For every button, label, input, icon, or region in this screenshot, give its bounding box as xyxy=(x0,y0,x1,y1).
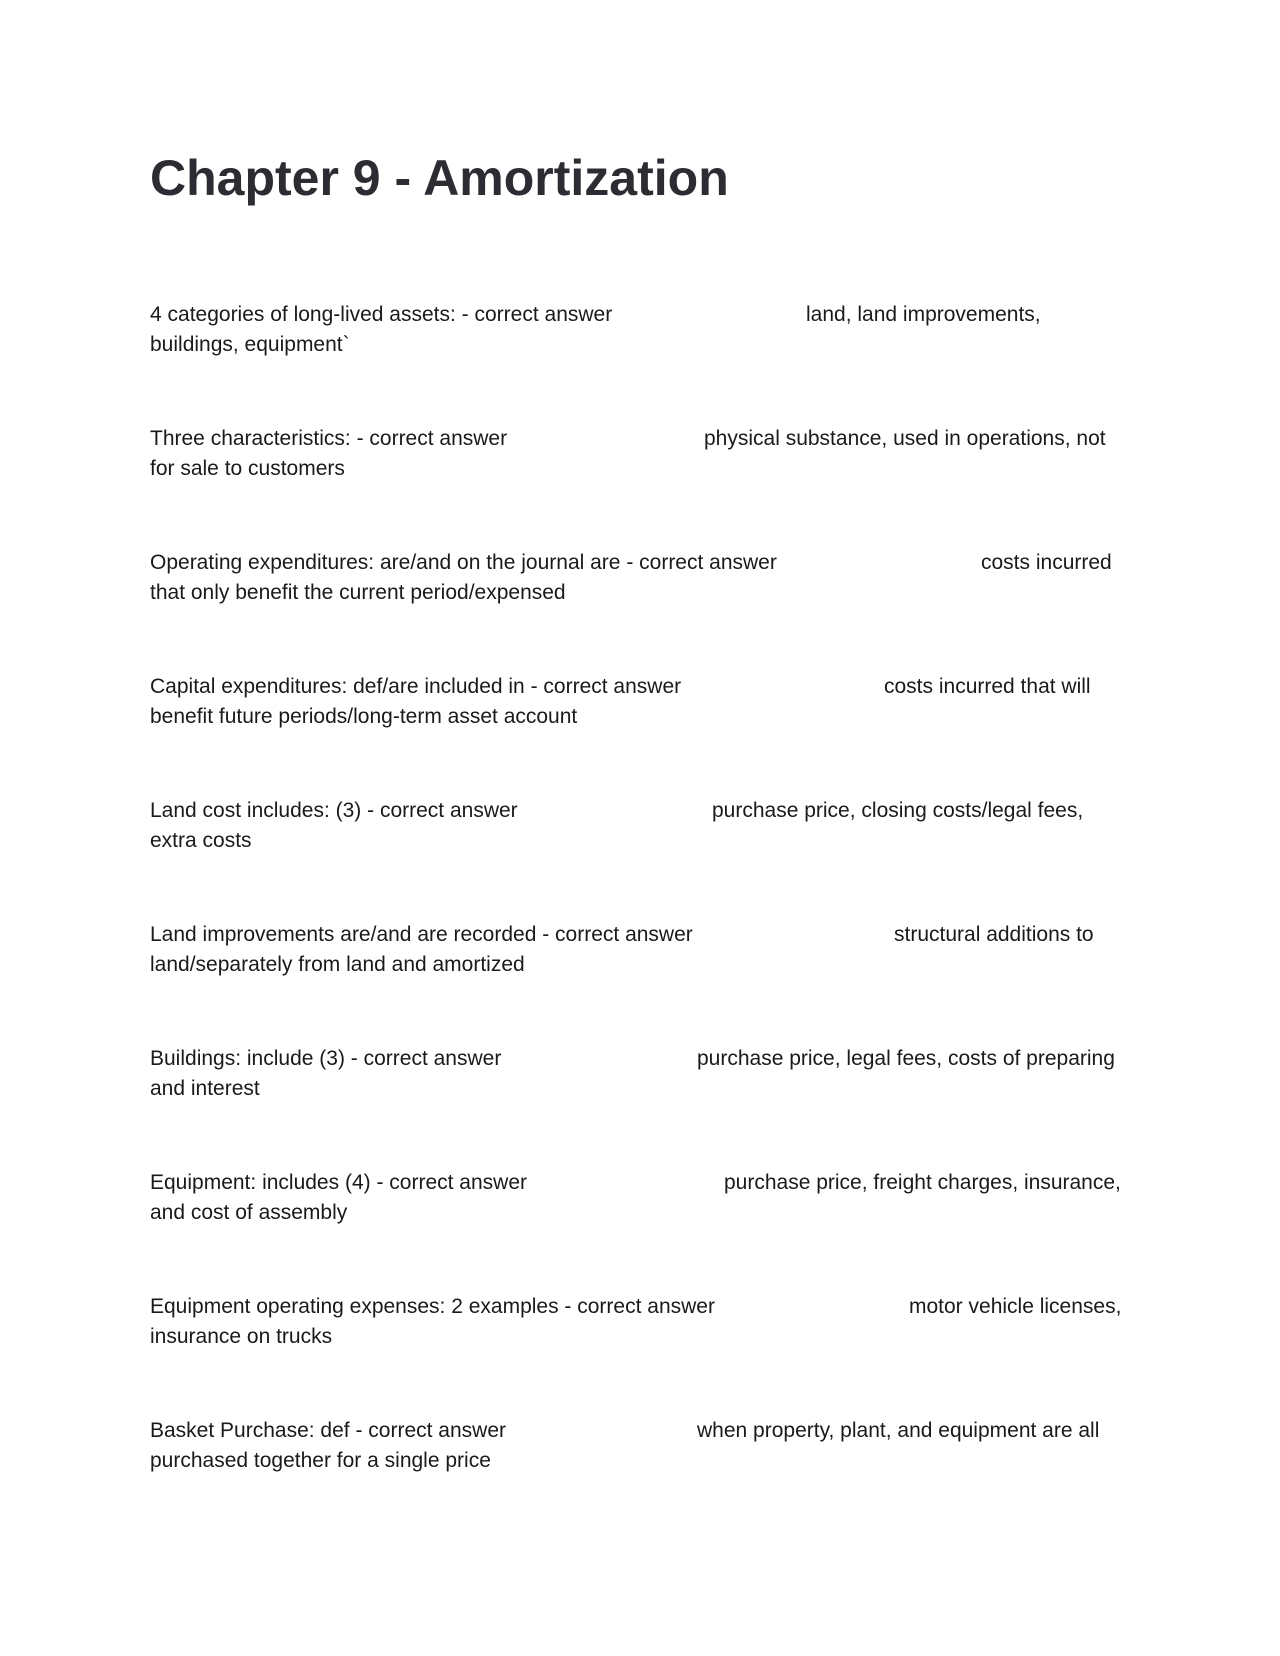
qa-item xyxy=(150,424,1140,548)
qa-item xyxy=(150,920,1140,1044)
qa-question: Basket Purchase: def - correct answer xyxy=(150,1419,506,1442)
qa-question: Buildings: include (3) - correct answer xyxy=(150,1047,502,1070)
qa-item xyxy=(150,1292,1140,1416)
qa-answer-continued: benefit future periods/long-term asset account xyxy=(150,705,578,728)
qa-answer-start: when property, plant, and equipment are all xyxy=(697,1419,1100,1442)
qa-question: Equipment operating expenses: 2 examples - correct answer xyxy=(150,1295,715,1318)
qa-first-line xyxy=(150,424,1140,454)
qa-answer-start: land, land improvements, xyxy=(806,303,1041,326)
qa-answer-continued: that only benefit the current period/expensed xyxy=(150,581,566,604)
qa-answer-continued: and interest xyxy=(150,1077,260,1100)
qa-answer-continued: buildings, equipment` xyxy=(150,333,350,356)
qa-first-line xyxy=(150,796,1140,826)
qa-answer-continued: and cost of assembly xyxy=(150,1201,348,1224)
qa-first-line xyxy=(150,672,1140,702)
qa-answer-continued: extra costs xyxy=(150,829,252,852)
qa-answer-start: costs incurred xyxy=(981,551,1112,574)
qa-answer-continued: insurance on trucks xyxy=(150,1325,333,1348)
qa-question: Land cost includes: (3) - correct answer xyxy=(150,799,518,822)
qa-question: Capital expenditures: def/are included in - correct answer xyxy=(150,675,682,698)
qa-first-line xyxy=(150,1044,1140,1074)
qa-answer-start: costs incurred that will xyxy=(884,675,1091,698)
qa-first-line xyxy=(150,1292,1140,1322)
qa-item xyxy=(150,300,1140,424)
qa-answer-continued: land/separately from land and amortized xyxy=(150,953,525,976)
qa-first-line xyxy=(150,300,1140,330)
qa-answer-start: purchase price, closing costs/legal fees, xyxy=(712,799,1084,822)
qa-question: Land improvements are/and are recorded - correct answer xyxy=(150,923,693,946)
qa-item xyxy=(150,672,1140,796)
qa-question: Operating expenditures: are/and on the journal are - correct answer xyxy=(150,551,777,574)
qa-answer-start: purchase price, legal fees, costs of preparing xyxy=(697,1047,1115,1070)
qa-answer-start: structural additions to xyxy=(894,923,1094,946)
qa-question: 4 categories of long-lived assets: - correct answer xyxy=(150,303,613,326)
qa-answer-start: purchase price, freight charges, insurance, xyxy=(724,1171,1121,1194)
qa-first-line xyxy=(150,1416,1140,1446)
qa-question: Three characteristics: - correct answer xyxy=(150,427,508,450)
qa-list xyxy=(150,300,1140,1540)
qa-item xyxy=(150,548,1140,672)
qa-answer-continued: for sale to customers xyxy=(150,457,345,480)
qa-question: Equipment: includes (4) - correct answer xyxy=(150,1171,527,1194)
qa-item xyxy=(150,1044,1140,1168)
qa-answer-start: physical substance, used in operations, not xyxy=(704,427,1106,450)
qa-answer-continued: purchased together for a single price xyxy=(150,1449,491,1472)
page-title: Chapter 9 - Amortization xyxy=(150,150,729,206)
qa-item xyxy=(150,1168,1140,1292)
qa-first-line xyxy=(150,1168,1140,1198)
qa-answer-start: motor vehicle licenses, xyxy=(909,1295,1122,1318)
qa-first-line xyxy=(150,920,1140,950)
qa-first-line xyxy=(150,548,1140,578)
qa-item xyxy=(150,1416,1140,1540)
qa-item xyxy=(150,796,1140,920)
